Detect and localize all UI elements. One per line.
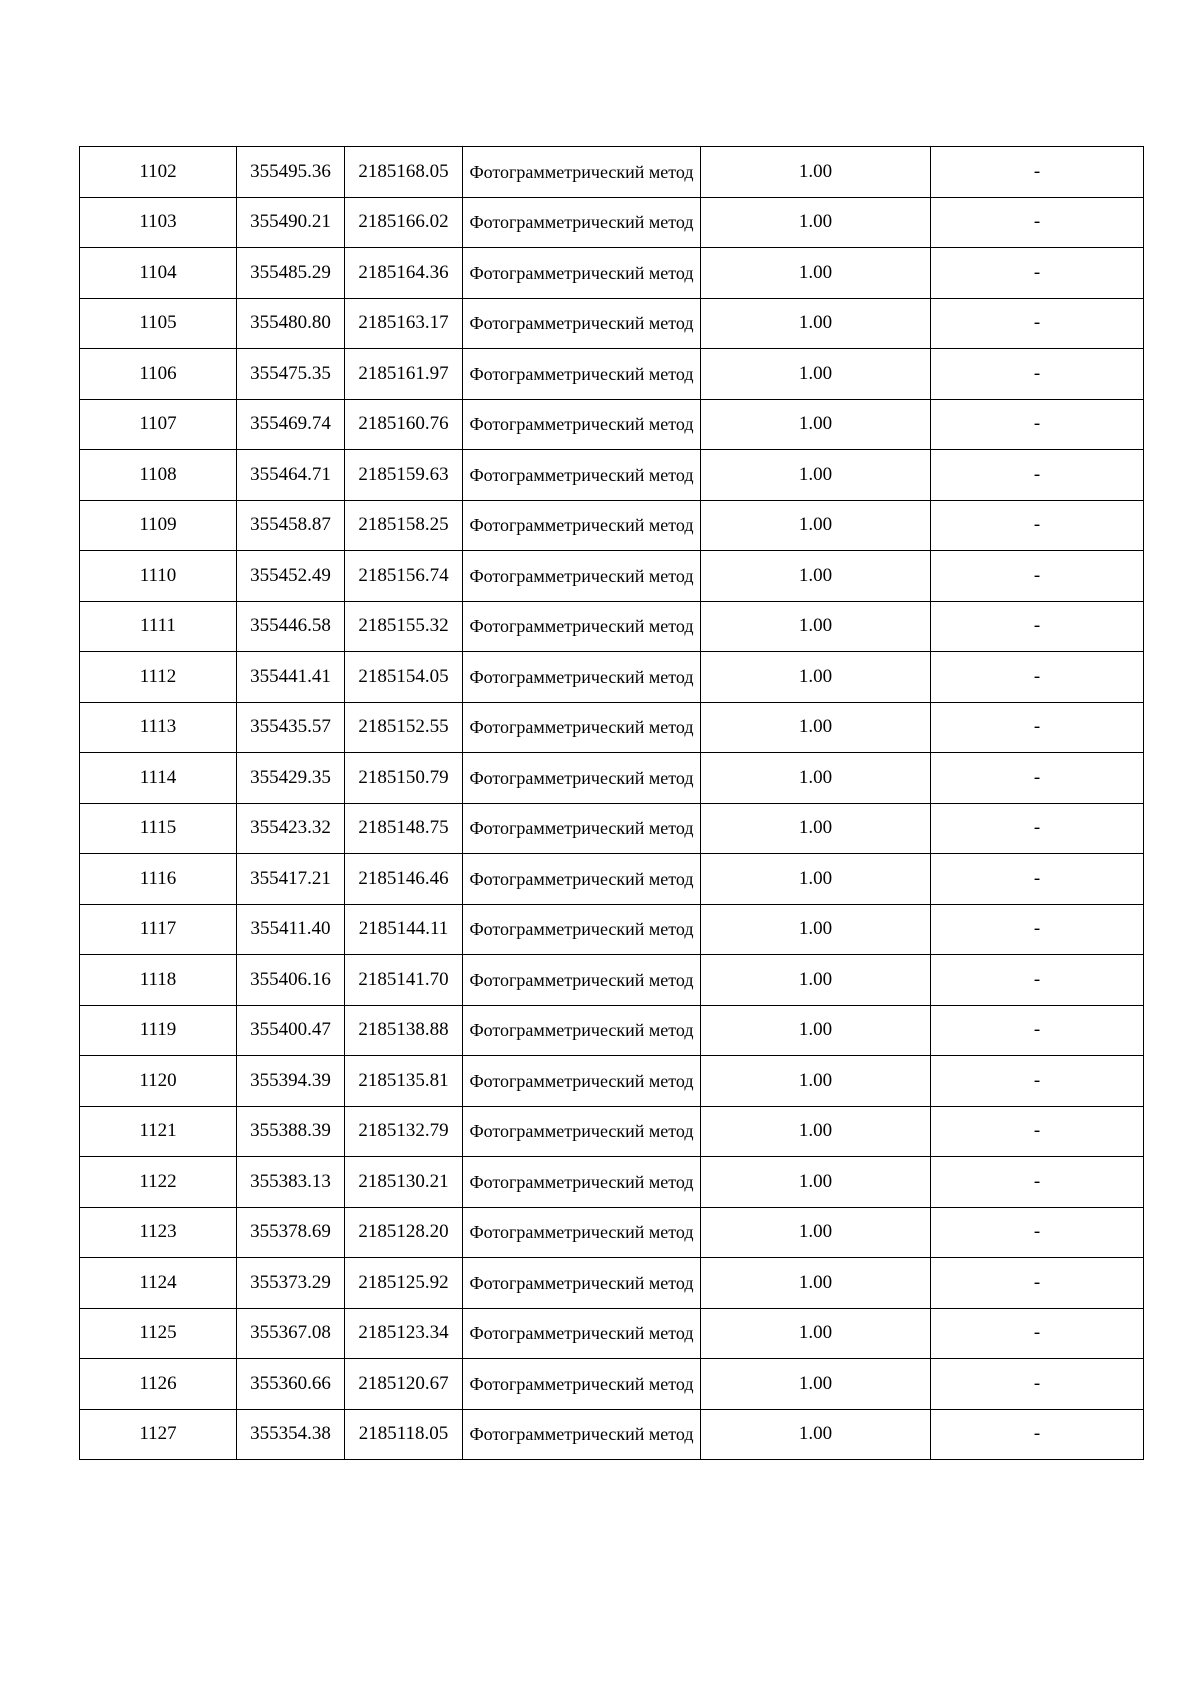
- note-cell: -: [931, 652, 1144, 703]
- method-cell: Фотограмметрический метод: [463, 955, 701, 1006]
- method-cell: Фотограмметрический метод: [463, 248, 701, 299]
- table-row: [80, 197, 1144, 248]
- note-cell: -: [931, 955, 1144, 1006]
- accuracy-cell: 1.00: [701, 955, 931, 1006]
- accuracy-cell: 1.00: [701, 652, 931, 703]
- note-cell: -: [931, 349, 1144, 400]
- accuracy-cell: 1.00: [701, 399, 931, 450]
- method-cell: Фотограмметрический метод: [463, 399, 701, 450]
- point-number-cell: 1105: [80, 298, 237, 349]
- point-number-cell: 1115: [80, 803, 237, 854]
- accuracy-cell: 1.00: [701, 500, 931, 551]
- point-number-cell: 1114: [80, 753, 237, 804]
- note-cell: -: [931, 147, 1144, 198]
- note-cell: -: [931, 1005, 1144, 1056]
- y-coordinate-cell: 2185158.25: [345, 500, 463, 551]
- accuracy-cell: 1.00: [701, 904, 931, 955]
- x-coordinate-cell: 355464.71: [237, 450, 345, 501]
- accuracy-cell: 1.00: [701, 1106, 931, 1157]
- table-row: [80, 601, 1144, 652]
- point-number-cell: 1118: [80, 955, 237, 1006]
- x-coordinate-cell: 355411.40: [237, 904, 345, 955]
- method-cell: Фотограмметрический метод: [463, 349, 701, 400]
- accuracy-cell: 1.00: [701, 147, 931, 198]
- point-number-cell: 1113: [80, 702, 237, 753]
- x-coordinate-cell: 355458.87: [237, 500, 345, 551]
- table-row: [80, 147, 1144, 198]
- accuracy-cell: 1.00: [701, 854, 931, 905]
- point-number-cell: 1127: [80, 1409, 237, 1460]
- method-cell: Фотограмметрический метод: [463, 1005, 701, 1056]
- accuracy-cell: 1.00: [701, 298, 931, 349]
- x-coordinate-cell: 355360.66: [237, 1359, 345, 1410]
- table-row: [80, 1409, 1144, 1460]
- method-cell: Фотограмметрический метод: [463, 1359, 701, 1410]
- table-row: [80, 854, 1144, 905]
- table-row: [80, 248, 1144, 299]
- accuracy-cell: 1.00: [701, 702, 931, 753]
- x-coordinate-cell: 355400.47: [237, 1005, 345, 1056]
- method-cell: Фотограмметрический метод: [463, 551, 701, 602]
- x-coordinate-cell: 355446.58: [237, 601, 345, 652]
- method-cell: Фотограмметрический метод: [463, 904, 701, 955]
- note-cell: -: [931, 1409, 1144, 1460]
- accuracy-cell: 1.00: [701, 551, 931, 602]
- accuracy-cell: 1.00: [701, 1207, 931, 1258]
- y-coordinate-cell: 2185156.74: [345, 551, 463, 602]
- note-cell: -: [931, 753, 1144, 804]
- accuracy-cell: 1.00: [701, 1258, 931, 1309]
- note-cell: -: [931, 197, 1144, 248]
- point-number-cell: 1102: [80, 147, 237, 198]
- x-coordinate-cell: 355475.35: [237, 349, 345, 400]
- y-coordinate-cell: 2185141.70: [345, 955, 463, 1006]
- accuracy-cell: 1.00: [701, 1157, 931, 1208]
- x-coordinate-cell: 355495.36: [237, 147, 345, 198]
- y-coordinate-cell: 2185135.81: [345, 1056, 463, 1107]
- y-coordinate-cell: 2185146.46: [345, 854, 463, 905]
- accuracy-cell: 1.00: [701, 1359, 931, 1410]
- table-row: [80, 955, 1144, 1006]
- x-coordinate-cell: 355485.29: [237, 248, 345, 299]
- accuracy-cell: 1.00: [701, 1005, 931, 1056]
- accuracy-cell: 1.00: [701, 1409, 931, 1460]
- method-cell: Фотограмметрический метод: [463, 1409, 701, 1460]
- method-cell: Фотограмметрический метод: [463, 702, 701, 753]
- y-coordinate-cell: 2185128.20: [345, 1207, 463, 1258]
- y-coordinate-cell: 2185144.11: [345, 904, 463, 955]
- y-coordinate-cell: 2185164.36: [345, 248, 463, 299]
- method-cell: Фотограмметрический метод: [463, 753, 701, 804]
- y-coordinate-cell: 2185118.05: [345, 1409, 463, 1460]
- note-cell: -: [931, 803, 1144, 854]
- x-coordinate-cell: 355469.74: [237, 399, 345, 450]
- method-cell: Фотограмметрический метод: [463, 1056, 701, 1107]
- accuracy-cell: 1.00: [701, 601, 931, 652]
- accuracy-cell: 1.00: [701, 197, 931, 248]
- note-cell: -: [931, 1359, 1144, 1410]
- y-coordinate-cell: 2185154.05: [345, 652, 463, 703]
- method-cell: Фотограмметрический метод: [463, 1258, 701, 1309]
- method-cell: Фотограмметрический метод: [463, 854, 701, 905]
- table-row: [80, 1157, 1144, 1208]
- point-number-cell: 1117: [80, 904, 237, 955]
- x-coordinate-cell: 355388.39: [237, 1106, 345, 1157]
- point-number-cell: 1110: [80, 551, 237, 602]
- x-coordinate-cell: 355441.41: [237, 652, 345, 703]
- method-cell: Фотограмметрический метод: [463, 1106, 701, 1157]
- y-coordinate-cell: 2185163.17: [345, 298, 463, 349]
- method-cell: Фотограмметрический метод: [463, 652, 701, 703]
- table-row: [80, 1308, 1144, 1359]
- x-coordinate-cell: 355406.16: [237, 955, 345, 1006]
- table-row: [80, 904, 1144, 955]
- method-cell: Фотограмметрический метод: [463, 298, 701, 349]
- accuracy-cell: 1.00: [701, 803, 931, 854]
- point-number-cell: 1123: [80, 1207, 237, 1258]
- note-cell: -: [931, 1157, 1144, 1208]
- table-row: [80, 399, 1144, 450]
- note-cell: -: [931, 1308, 1144, 1359]
- y-coordinate-cell: 2185150.79: [345, 753, 463, 804]
- y-coordinate-cell: 2185120.67: [345, 1359, 463, 1410]
- y-coordinate-cell: 2185132.79: [345, 1106, 463, 1157]
- note-cell: -: [931, 1056, 1144, 1107]
- y-coordinate-cell: 2185125.92: [345, 1258, 463, 1309]
- point-number-cell: 1104: [80, 248, 237, 299]
- x-coordinate-cell: 355378.69: [237, 1207, 345, 1258]
- x-coordinate-cell: 355383.13: [237, 1157, 345, 1208]
- note-cell: -: [931, 500, 1144, 551]
- note-cell: -: [931, 450, 1144, 501]
- accuracy-cell: 1.00: [701, 753, 931, 804]
- table-row: [80, 1005, 1144, 1056]
- table-row: [80, 551, 1144, 602]
- note-cell: -: [931, 1207, 1144, 1258]
- x-coordinate-cell: 355435.57: [237, 702, 345, 753]
- y-coordinate-cell: 2185138.88: [345, 1005, 463, 1056]
- point-number-cell: 1122: [80, 1157, 237, 1208]
- method-cell: Фотограмметрический метод: [463, 450, 701, 501]
- note-cell: -: [931, 1258, 1144, 1309]
- table-row: [80, 1056, 1144, 1107]
- x-coordinate-cell: 355452.49: [237, 551, 345, 602]
- method-cell: Фотограмметрический метод: [463, 1157, 701, 1208]
- table-row: [80, 500, 1144, 551]
- method-cell: Фотограмметрический метод: [463, 500, 701, 551]
- table-row: [80, 702, 1144, 753]
- table-row: [80, 1359, 1144, 1410]
- point-number-cell: 1112: [80, 652, 237, 703]
- point-number-cell: 1120: [80, 1056, 237, 1107]
- x-coordinate-cell: 355423.32: [237, 803, 345, 854]
- method-cell: Фотограмметрический метод: [463, 1207, 701, 1258]
- table-row: [80, 753, 1144, 804]
- method-cell: Фотограмметрический метод: [463, 1308, 701, 1359]
- point-number-cell: 1124: [80, 1258, 237, 1309]
- table-row: [80, 652, 1144, 703]
- y-coordinate-cell: 2185161.97: [345, 349, 463, 400]
- note-cell: -: [931, 551, 1144, 602]
- y-coordinate-cell: 2185155.32: [345, 601, 463, 652]
- y-coordinate-cell: 2185130.21: [345, 1157, 463, 1208]
- x-coordinate-cell: 355394.39: [237, 1056, 345, 1107]
- point-number-cell: 1111: [80, 601, 237, 652]
- point-number-cell: 1103: [80, 197, 237, 248]
- note-cell: -: [931, 854, 1144, 905]
- x-coordinate-cell: 355373.29: [237, 1258, 345, 1309]
- note-cell: -: [931, 298, 1144, 349]
- note-cell: -: [931, 1106, 1144, 1157]
- y-coordinate-cell: 2185166.02: [345, 197, 463, 248]
- y-coordinate-cell: 2185160.76: [345, 399, 463, 450]
- note-cell: -: [931, 702, 1144, 753]
- table-row: [80, 803, 1144, 854]
- accuracy-cell: 1.00: [701, 248, 931, 299]
- point-number-cell: 1106: [80, 349, 237, 400]
- method-cell: Фотограмметрический метод: [463, 601, 701, 652]
- point-number-cell: 1126: [80, 1359, 237, 1410]
- x-coordinate-cell: 355429.35: [237, 753, 345, 804]
- x-coordinate-cell: 355417.21: [237, 854, 345, 905]
- point-number-cell: 1125: [80, 1308, 237, 1359]
- table-row: [80, 450, 1144, 501]
- accuracy-cell: 1.00: [701, 349, 931, 400]
- point-number-cell: 1107: [80, 399, 237, 450]
- y-coordinate-cell: 2185168.05: [345, 147, 463, 198]
- accuracy-cell: 1.00: [701, 450, 931, 501]
- method-cell: Фотограмметрический метод: [463, 803, 701, 854]
- coordinates-table-body: [80, 147, 1144, 1460]
- accuracy-cell: 1.00: [701, 1056, 931, 1107]
- coordinates-table: [79, 146, 1144, 1460]
- y-coordinate-cell: 2185159.63: [345, 450, 463, 501]
- method-cell: Фотограмметрический метод: [463, 197, 701, 248]
- point-number-cell: 1119: [80, 1005, 237, 1056]
- table-row: [80, 1258, 1144, 1309]
- point-number-cell: 1116: [80, 854, 237, 905]
- x-coordinate-cell: 355354.38: [237, 1409, 345, 1460]
- x-coordinate-cell: 355480.80: [237, 298, 345, 349]
- note-cell: -: [931, 601, 1144, 652]
- table-row: [80, 298, 1144, 349]
- point-number-cell: 1108: [80, 450, 237, 501]
- y-coordinate-cell: 2185123.34: [345, 1308, 463, 1359]
- table-row: [80, 349, 1144, 400]
- note-cell: -: [931, 248, 1144, 299]
- point-number-cell: 1121: [80, 1106, 237, 1157]
- method-cell: Фотограмметрический метод: [463, 147, 701, 198]
- table-row: [80, 1207, 1144, 1258]
- table-row: [80, 1106, 1144, 1157]
- point-number-cell: 1109: [80, 500, 237, 551]
- note-cell: -: [931, 904, 1144, 955]
- x-coordinate-cell: 355367.08: [237, 1308, 345, 1359]
- y-coordinate-cell: 2185148.75: [345, 803, 463, 854]
- x-coordinate-cell: 355490.21: [237, 197, 345, 248]
- accuracy-cell: 1.00: [701, 1308, 931, 1359]
- note-cell: -: [931, 399, 1144, 450]
- y-coordinate-cell: 2185152.55: [345, 702, 463, 753]
